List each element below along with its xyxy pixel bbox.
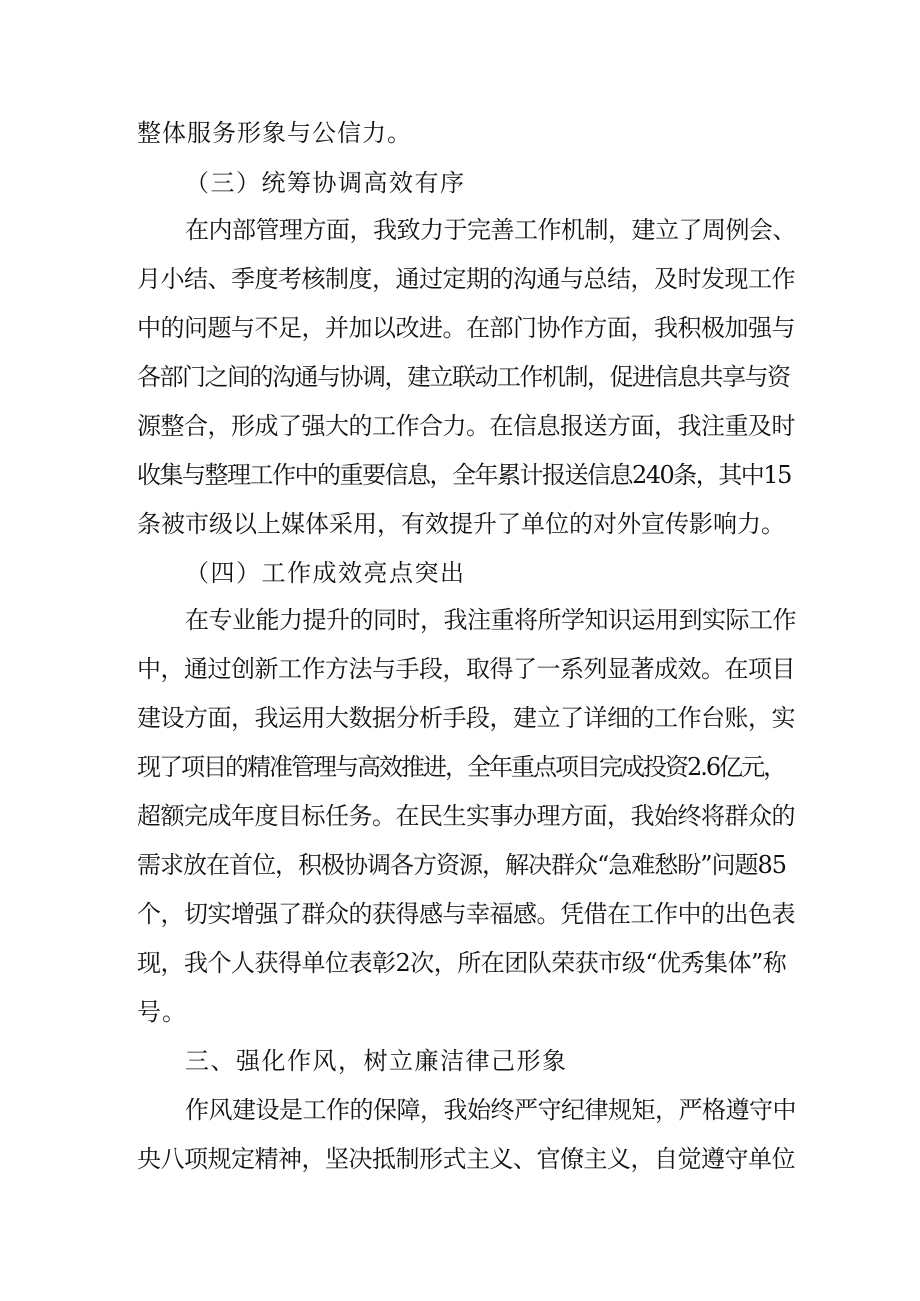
paragraph-line: 现，我个人获得单位表彰2次，所在团队荣获市级“优秀集体”称 [137,949,787,977]
paragraph-line: 在内部管理方面，我致力于完善工作机制，建立了周例会、 [185,216,796,244]
paragraph-line: 需求放在首位，积极协调各方资源，解决群众“急难愁盼”问题85 [137,851,787,879]
paragraph-line: 建设方面，我运用大数据分析手段，建立了详细的工作台账，实 [137,704,795,732]
paragraph-line: 现了项目的精准管理与高效推进，全年重点项目完成投资2.6亿元， [137,753,786,781]
paragraph-line: 中的问题与不足，并加以改进。在部门协作方面，我积极加强与 [137,314,795,342]
paragraph-line: 在专业能力提升的同时，我注重将所学知识运用到实际工作 [185,606,796,634]
paragraph-line: 条被市级以上媒体采用，有效提升了单位的对外宣传影响力。 [137,510,785,538]
paragraph-line: 作风建设是工作的保障，我始终严守纪律规矩，严格遵守中 [185,1096,796,1124]
paragraph-line: 源整合，形成了强大的工作合力。在信息报送方面，我注重及时 [137,412,795,440]
paragraph-line: 个，切实增强了群众的获得感与幸福感。凭借在工作中的出色表 [137,900,795,928]
paragraph-line: 收集与整理工作中的重要信息，全年累计报送信息240条，其中15 [137,461,791,489]
paragraph-line: 央八项规定精神，坚决抵制形式主义、官僚主义，自觉遵守单位 [137,1145,795,1173]
paragraph-line: 中，通过创新工作方法与手段，取得了一系列显著成效。在项目 [137,655,795,683]
paragraph-line: 超额完成年度目标任务。在民生实事办理方面，我始终将群众的 [137,802,795,830]
paragraph-line: 月小结、季度考核制度，通过定期的沟通与总结，及时发现工作 [137,265,795,293]
paragraph-line: 整体服务形象与公信力。 [137,119,412,147]
section-heading: （四）工作成效亮点突出 [185,559,466,587]
paragraph-line: 各部门之间的沟通与协调，建立联动工作机制，促进信息共享与资 [137,363,790,391]
section-heading: （三）统筹协调高效有序 [185,169,466,197]
paragraph-line: 号。 [137,998,187,1026]
chapter-heading: 三、强化作风，树立廉洁律己形象 [185,1047,568,1075]
